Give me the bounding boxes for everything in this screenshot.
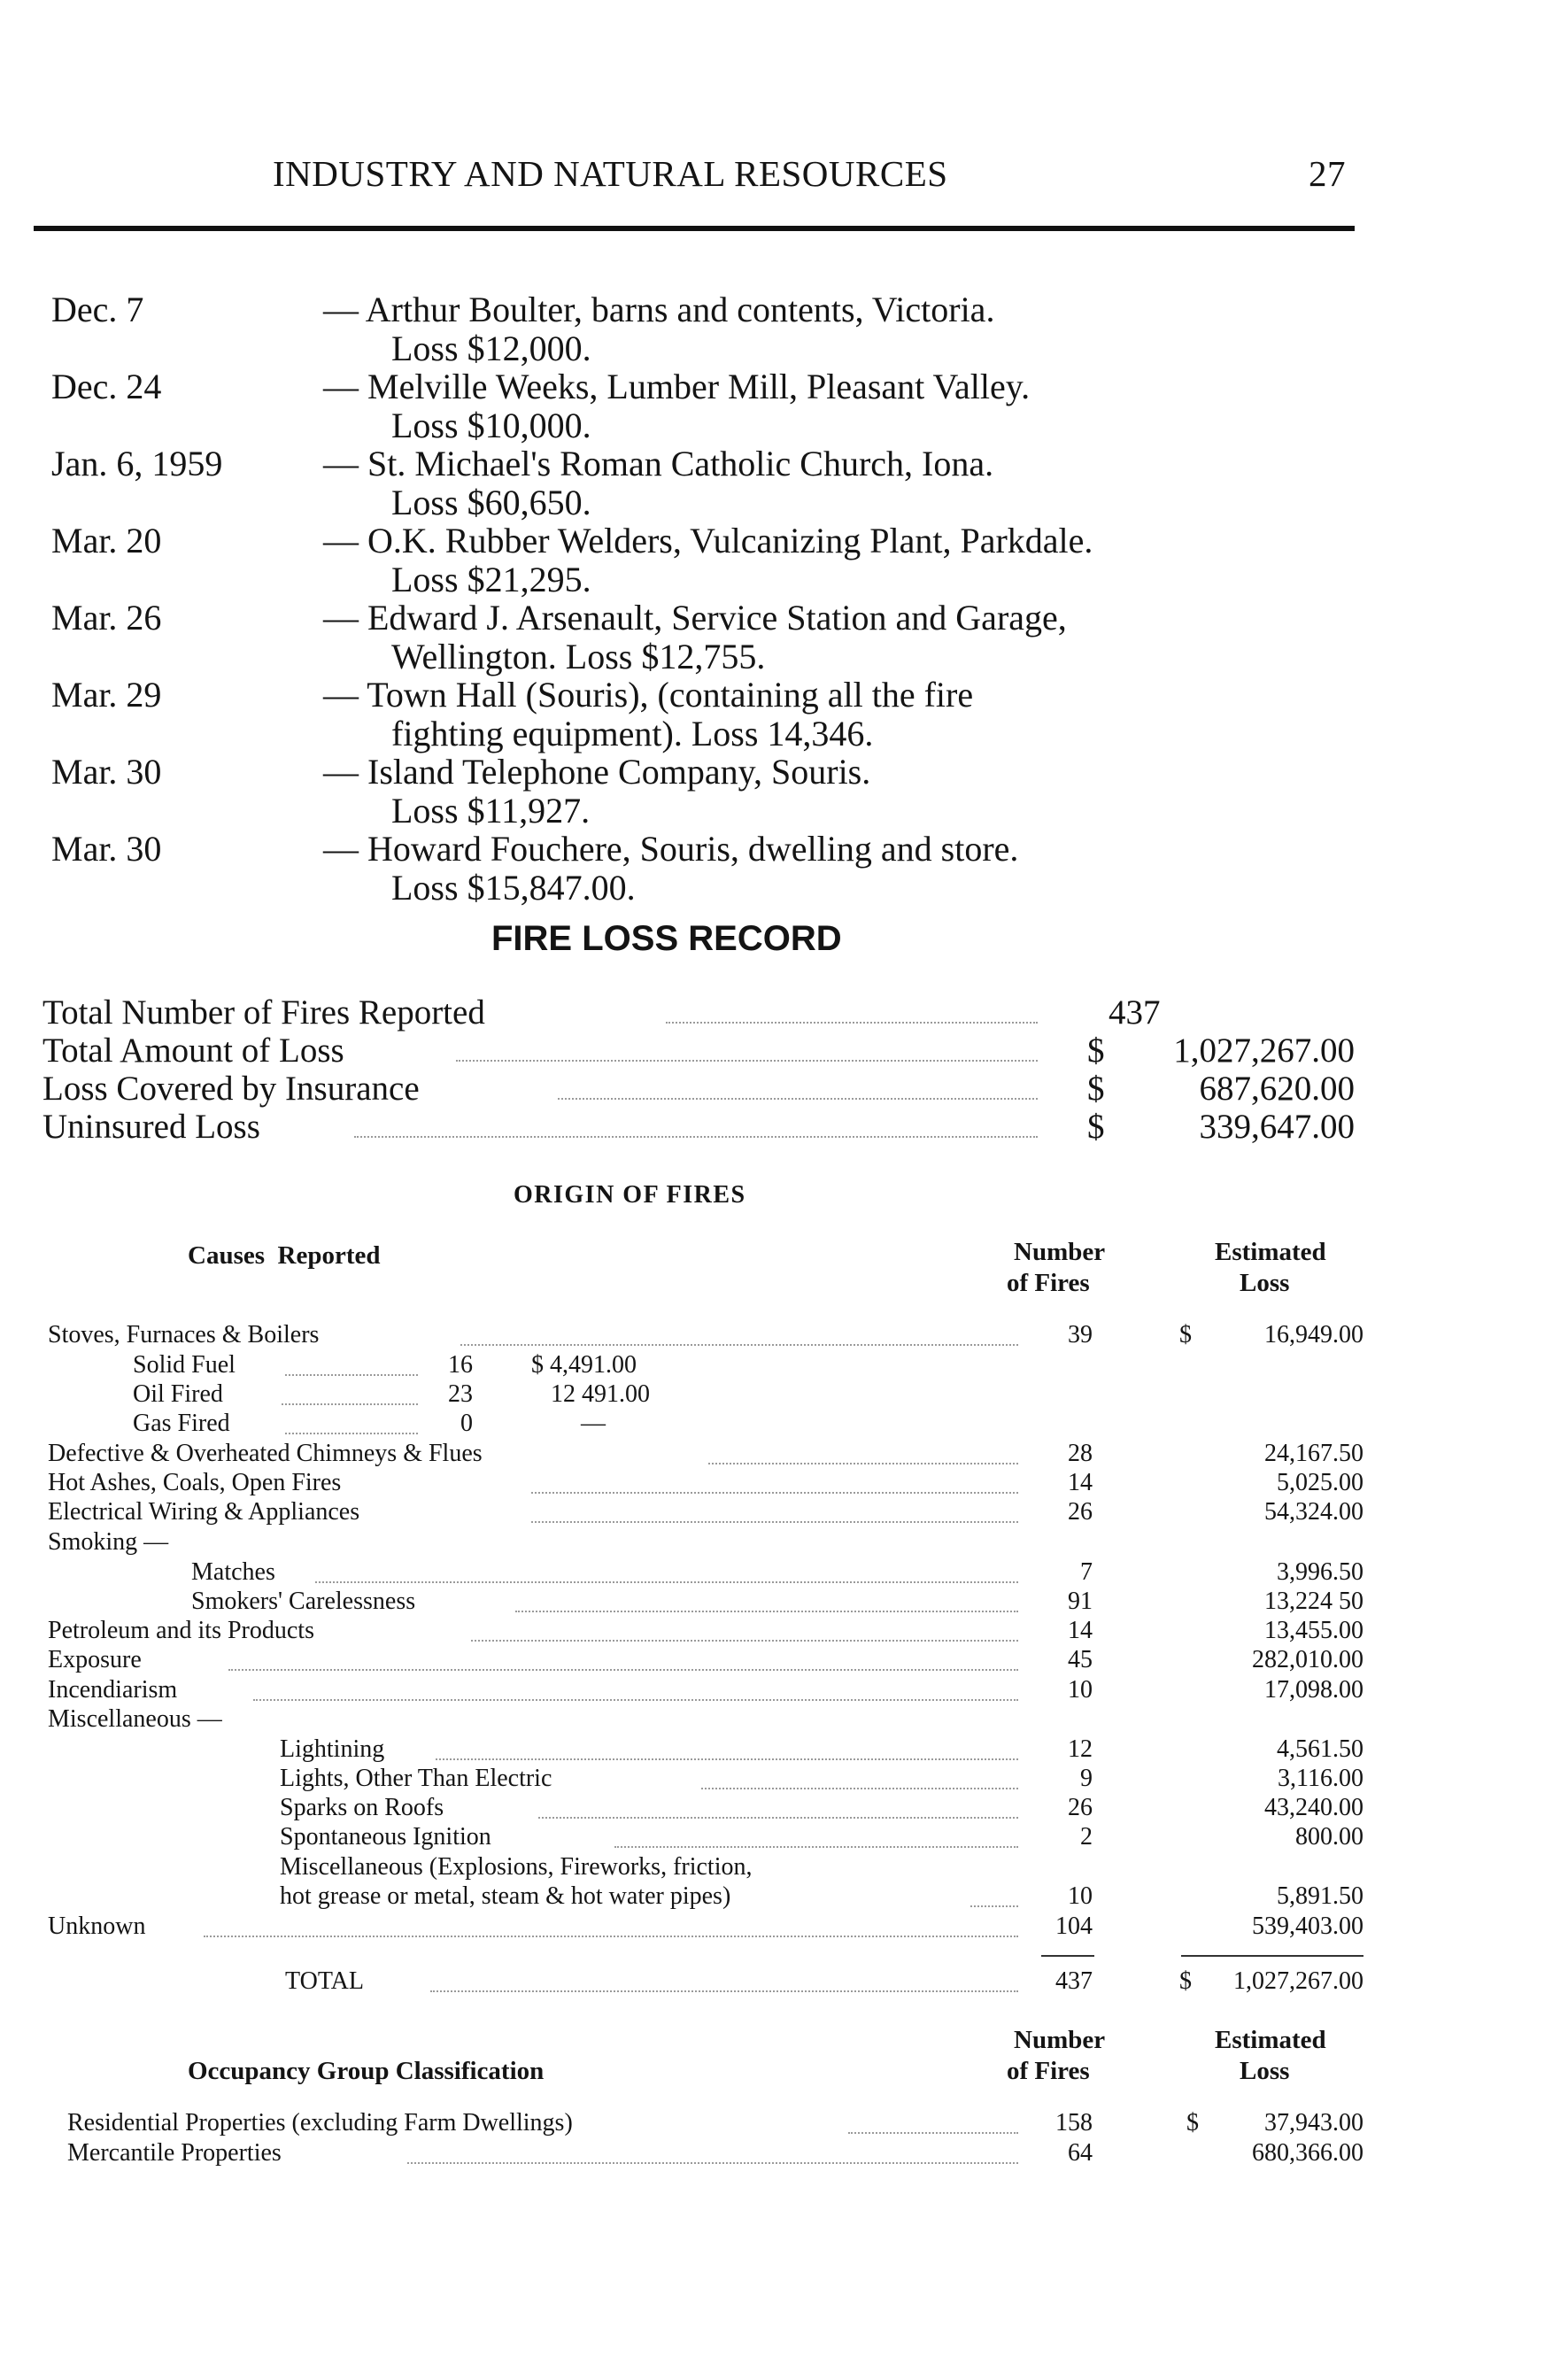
cause-number: 28: [1068, 1440, 1093, 1467]
leader-dots: [430, 1990, 1018, 1992]
fire-description: — Howard Fouchere, Souris, dwelling and store.: [323, 829, 1019, 869]
fire-loss: Loss $21,295.: [391, 560, 591, 599]
fire-date: Dec. 7: [51, 290, 144, 329]
cause-number: 10: [1068, 1882, 1093, 1910]
fire-description: — Town Hall (Souris), (containing all the fire: [323, 675, 974, 715]
record-value: 339,647.00: [1199, 1108, 1355, 1146]
fire-loss: Loss $10,000.: [391, 406, 591, 445]
record-label: Uninsured Loss: [42, 1108, 260, 1146]
fire-loss: Loss $15,847.00.: [391, 868, 636, 908]
total-number: 437: [1055, 1967, 1093, 1995]
fire-description: — St. Michael's Roman Catholic Church, Iona.: [323, 444, 994, 483]
leader-dots: [253, 1699, 1018, 1701]
cause-label: Spontaneous Ignition: [280, 1823, 491, 1851]
fuel-type-number: 16: [448, 1351, 473, 1379]
cause-label: Exposure: [48, 1646, 142, 1673]
leader-dots: [282, 1403, 418, 1405]
column-header-loss: Estimated: [1215, 1238, 1326, 1266]
cause-number: 12: [1068, 1735, 1093, 1763]
cause-loss: 13,224 50: [1264, 1588, 1363, 1615]
cause-number: 39: [1068, 1321, 1093, 1348]
leader-dots: [204, 1936, 1018, 1937]
occupancy-loss: 37,943.00: [1264, 2109, 1363, 2137]
leader-dots: [970, 1905, 1018, 1907]
record-value: 437: [1109, 993, 1161, 1032]
occupancy-label: Mercantile Properties: [67, 2139, 282, 2167]
occupancy-number: 158: [1055, 2109, 1093, 2137]
fuel-type-label: Oil Fired: [133, 1380, 223, 1408]
occupancy-label: Residential Properties (excluding Farm Dwellings): [67, 2109, 573, 2137]
total-currency: $: [1179, 1967, 1192, 1995]
cause-loss: 3,996.50: [1277, 1558, 1363, 1586]
fire-loss: fighting equipment). Loss 14,346.: [391, 714, 874, 753]
record-currency: $: [1087, 1032, 1105, 1070]
occupancy-currency: $: [1186, 2109, 1199, 2137]
column-header-loss-sub: Loss: [1240, 1269, 1290, 1297]
record-label: Total Number of Fires Reported: [42, 993, 485, 1032]
record-label: Loss Covered by Insurance: [42, 1070, 420, 1108]
fire-date: Mar. 20: [51, 521, 162, 560]
cause-label: Matches: [191, 1558, 275, 1586]
cause-number: 26: [1068, 1498, 1093, 1526]
leader-dots: [614, 1846, 1018, 1848]
leader-dots: [228, 1669, 1018, 1671]
cause-loss: 3,116.00: [1278, 1765, 1363, 1792]
cause-number: 45: [1068, 1646, 1093, 1673]
record-value: 687,620.00: [1199, 1070, 1355, 1108]
leader-dots: [285, 1433, 418, 1434]
occupancy-header-number: Number: [1014, 2026, 1106, 2054]
cause-loss: 5,891.50: [1277, 1882, 1363, 1910]
cause-loss: 539,403.00: [1252, 1912, 1363, 1940]
fire-loss: Loss $12,000.: [391, 328, 591, 368]
leader-dots: [848, 2132, 1018, 2134]
cause-loss: 24,167.50: [1264, 1440, 1363, 1467]
fuel-type-label: Solid Fuel: [133, 1351, 236, 1379]
column-header-number: Number: [1014, 1238, 1106, 1266]
record-label: Total Amount of Loss: [42, 1032, 344, 1070]
cause-loss: 5,025.00: [1277, 1469, 1363, 1496]
cause-number: 10: [1068, 1676, 1093, 1704]
cause-loss: 17,098.00: [1264, 1676, 1363, 1704]
leader-dots: [531, 1521, 1018, 1523]
fire-date: Mar. 30: [51, 752, 162, 792]
leader-dots: [285, 1374, 418, 1376]
fuel-type-loss: $ 4,491.00: [531, 1351, 637, 1379]
fuel-type-loss: —: [581, 1410, 606, 1437]
fire-date: Dec. 24: [51, 367, 162, 406]
column-header-causes: Causes Reported: [188, 1241, 381, 1270]
cause-label-continued: hot grease or metal, steam & hot water pipes): [280, 1882, 731, 1910]
cause-number: 14: [1068, 1617, 1093, 1644]
cause-label: Defective & Overheated Chimneys & Flues: [48, 1440, 483, 1467]
section-heading-occupancy: Occupancy Group Classification: [188, 2057, 545, 2085]
leader-dots: [708, 1463, 1018, 1464]
cause-loss: 54,324.00: [1264, 1498, 1363, 1526]
cause-number: 91: [1068, 1588, 1093, 1615]
fire-loss: Loss $60,650.: [391, 483, 591, 522]
cause-number: 104: [1055, 1912, 1093, 1940]
record-value: 1,027,267.00: [1173, 1032, 1355, 1070]
cause-currency: $: [1179, 1321, 1192, 1348]
cause-number: 14: [1068, 1469, 1093, 1496]
page-number: 27: [1309, 153, 1346, 194]
total-rule-number: [1041, 1955, 1094, 1957]
cause-loss: 43,240.00: [1264, 1794, 1363, 1821]
cause-label: Smokers' Carelessness: [191, 1588, 416, 1615]
fire-loss: Wellington. Loss $12,755.: [391, 637, 766, 676]
leader-dots: [538, 1817, 1018, 1819]
leader-dots: [558, 1098, 1038, 1100]
occupancy-header-loss-sub: Loss: [1240, 2057, 1290, 2085]
cause-number: 7: [1080, 1558, 1093, 1586]
cause-label: Electrical Wiring & Appliances: [48, 1498, 360, 1526]
fire-loss: Loss $11,927.: [391, 791, 591, 831]
occupancy-header-loss: Estimated: [1215, 2026, 1326, 2054]
cause-loss: 16,949.00: [1264, 1321, 1363, 1348]
column-header-number-sub: of Fires: [1007, 1269, 1090, 1297]
cause-label: Miscellaneous (Explosions, Fireworks, friction,: [280, 1853, 753, 1881]
total-label: TOTAL: [285, 1967, 365, 1995]
occupancy-header-number-sub: of Fires: [1007, 2057, 1090, 2085]
fire-description: — O.K. Rubber Welders, Vulcanizing Plant, Parkdale.: [323, 521, 1093, 560]
cause-label: Hot Ashes, Coals, Open Fires: [48, 1469, 342, 1496]
cause-label: Sparks on Roofs: [280, 1794, 444, 1821]
leader-dots: [471, 1640, 1018, 1642]
running-header-title: INDUSTRY AND NATURAL RESOURCES: [273, 153, 948, 194]
leader-dots: [531, 1492, 1018, 1494]
fuel-type-label: Gas Fired: [133, 1410, 230, 1437]
cause-label: Lights, Other Than Electric: [280, 1765, 552, 1792]
record-currency: $: [1087, 1108, 1105, 1146]
cause-number: 2: [1080, 1823, 1093, 1851]
total-loss: 1,027,267.00: [1233, 1967, 1363, 1995]
leader-dots: [456, 1060, 1038, 1062]
leader-dots: [436, 1758, 1018, 1760]
fire-date: Jan. 6, 1959: [51, 444, 223, 483]
cause-loss: 4,561.50: [1277, 1735, 1363, 1763]
leader-dots: [666, 1022, 1038, 1024]
fire-date: Mar. 30: [51, 829, 162, 869]
cause-loss: 282,010.00: [1252, 1646, 1363, 1673]
fire-date: Mar. 26: [51, 598, 162, 638]
leader-dots: [354, 1136, 1038, 1138]
leader-dots: [460, 1344, 1018, 1346]
fire-description: — Arthur Boulter, barns and contents, Victoria.: [323, 290, 995, 329]
fire-date: Mar. 29: [51, 675, 162, 715]
occupancy-number: 64: [1068, 2139, 1093, 2167]
cause-loss: 800.00: [1295, 1823, 1363, 1851]
section-heading-origin-of-fires: ORIGIN OF FIRES: [514, 1181, 746, 1209]
fuel-type-number: 0: [460, 1410, 473, 1437]
cause-number: 26: [1068, 1794, 1093, 1821]
fuel-type-loss: 12 491.00: [551, 1380, 650, 1408]
leader-dots: [701, 1788, 1018, 1789]
leader-dots: [515, 1611, 1018, 1612]
leader-dots: [315, 1581, 1018, 1583]
occupancy-loss: 680,366.00: [1252, 2139, 1363, 2167]
total-rule-loss: [1181, 1955, 1363, 1957]
cause-number: 9: [1080, 1765, 1093, 1792]
fire-description: — Island Telephone Company, Souris.: [323, 752, 871, 792]
cause-group-label: Miscellaneous —: [48, 1705, 222, 1733]
record-currency: $: [1087, 1070, 1105, 1108]
cause-loss: 13,455.00: [1264, 1617, 1363, 1644]
fire-description: — Edward J. Arsenault, Service Station and Garage,: [323, 598, 1067, 638]
cause-label: Petroleum and its Products: [48, 1617, 314, 1644]
fuel-type-number: 23: [448, 1380, 473, 1408]
cause-label: Incendiarism: [48, 1676, 178, 1704]
cause-label: Stoves, Furnaces & Boilers: [48, 1321, 320, 1348]
fire-description: — Melville Weeks, Lumber Mill, Pleasant Valley.: [323, 367, 1031, 406]
cause-label: Unknown: [48, 1912, 146, 1940]
cause-label: Lightining: [280, 1735, 385, 1763]
header-rule: [34, 226, 1355, 231]
leader-dots: [407, 2162, 1018, 2164]
cause-group-label: Smoking —: [48, 1528, 169, 1556]
section-heading-fire-loss-record: FIRE LOSS RECORD: [491, 919, 842, 958]
